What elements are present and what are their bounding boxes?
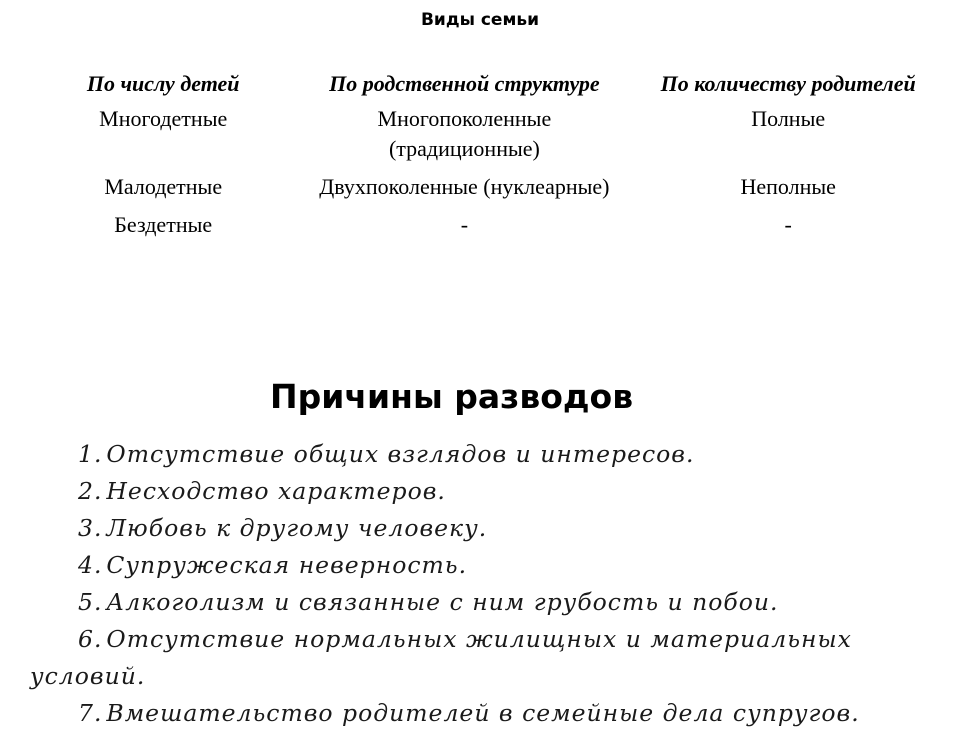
table-cell: Многодетные	[99, 106, 228, 131]
table-cell: Бездетные	[114, 212, 213, 237]
header-by-parents: По количеству родителей	[660, 71, 916, 96]
table-cell: Многопоколенные (традиционные)	[377, 106, 552, 161]
header-by-structure: По родственной структуре	[329, 71, 600, 96]
reason-number: 3.	[78, 514, 103, 542]
reason-number: 4.	[78, 551, 103, 579]
list-item	[30, 584, 935, 621]
table-row	[32, 102, 942, 170]
divorce-reasons-title: Причины разводов	[270, 377, 634, 416]
table-header-row	[32, 66, 942, 102]
reason-text: Алкоголизм и связанные с ним грубость и побои.	[106, 588, 779, 616]
family-types-table	[32, 66, 942, 246]
table-cell: Малодетные	[104, 174, 223, 199]
list-item	[30, 436, 935, 473]
reason-text: Вмешательство родителей в семейные дела супругов.	[106, 699, 860, 727]
reason-text: Несходство характеров.	[106, 477, 446, 505]
table-row	[32, 208, 942, 246]
divorce-reasons-list	[30, 436, 935, 732]
reason-number: 1.	[78, 440, 103, 468]
table-cell: -	[784, 212, 792, 237]
list-item	[30, 510, 935, 547]
reason-text: Отсутствие общих взглядов и интересов.	[106, 440, 695, 468]
reason-number: 2.	[78, 477, 103, 505]
reason-text: Любовь к другому человеку.	[106, 514, 488, 542]
header-by-children: По числу детей	[86, 71, 240, 96]
table-cell: Двухпоколенные (нуклеарные)	[319, 174, 610, 199]
reason-number: 5.	[78, 588, 103, 616]
table-cell: Неполные	[740, 174, 836, 199]
list-item	[30, 473, 935, 510]
table-row	[32, 170, 942, 208]
table-cell: -	[460, 212, 469, 237]
reason-number: 6.	[78, 625, 103, 653]
reason-text: Отсутствие нормальных жилищных и материальных условий.	[30, 625, 852, 690]
table-cell: Полные	[751, 106, 826, 131]
slide-title: Виды семьи	[420, 10, 540, 30]
reason-text: Супружеская неверность.	[106, 551, 468, 579]
list-item	[30, 621, 935, 695]
reason-number: 7.	[78, 699, 103, 727]
list-item	[30, 695, 935, 732]
list-item	[30, 547, 935, 584]
